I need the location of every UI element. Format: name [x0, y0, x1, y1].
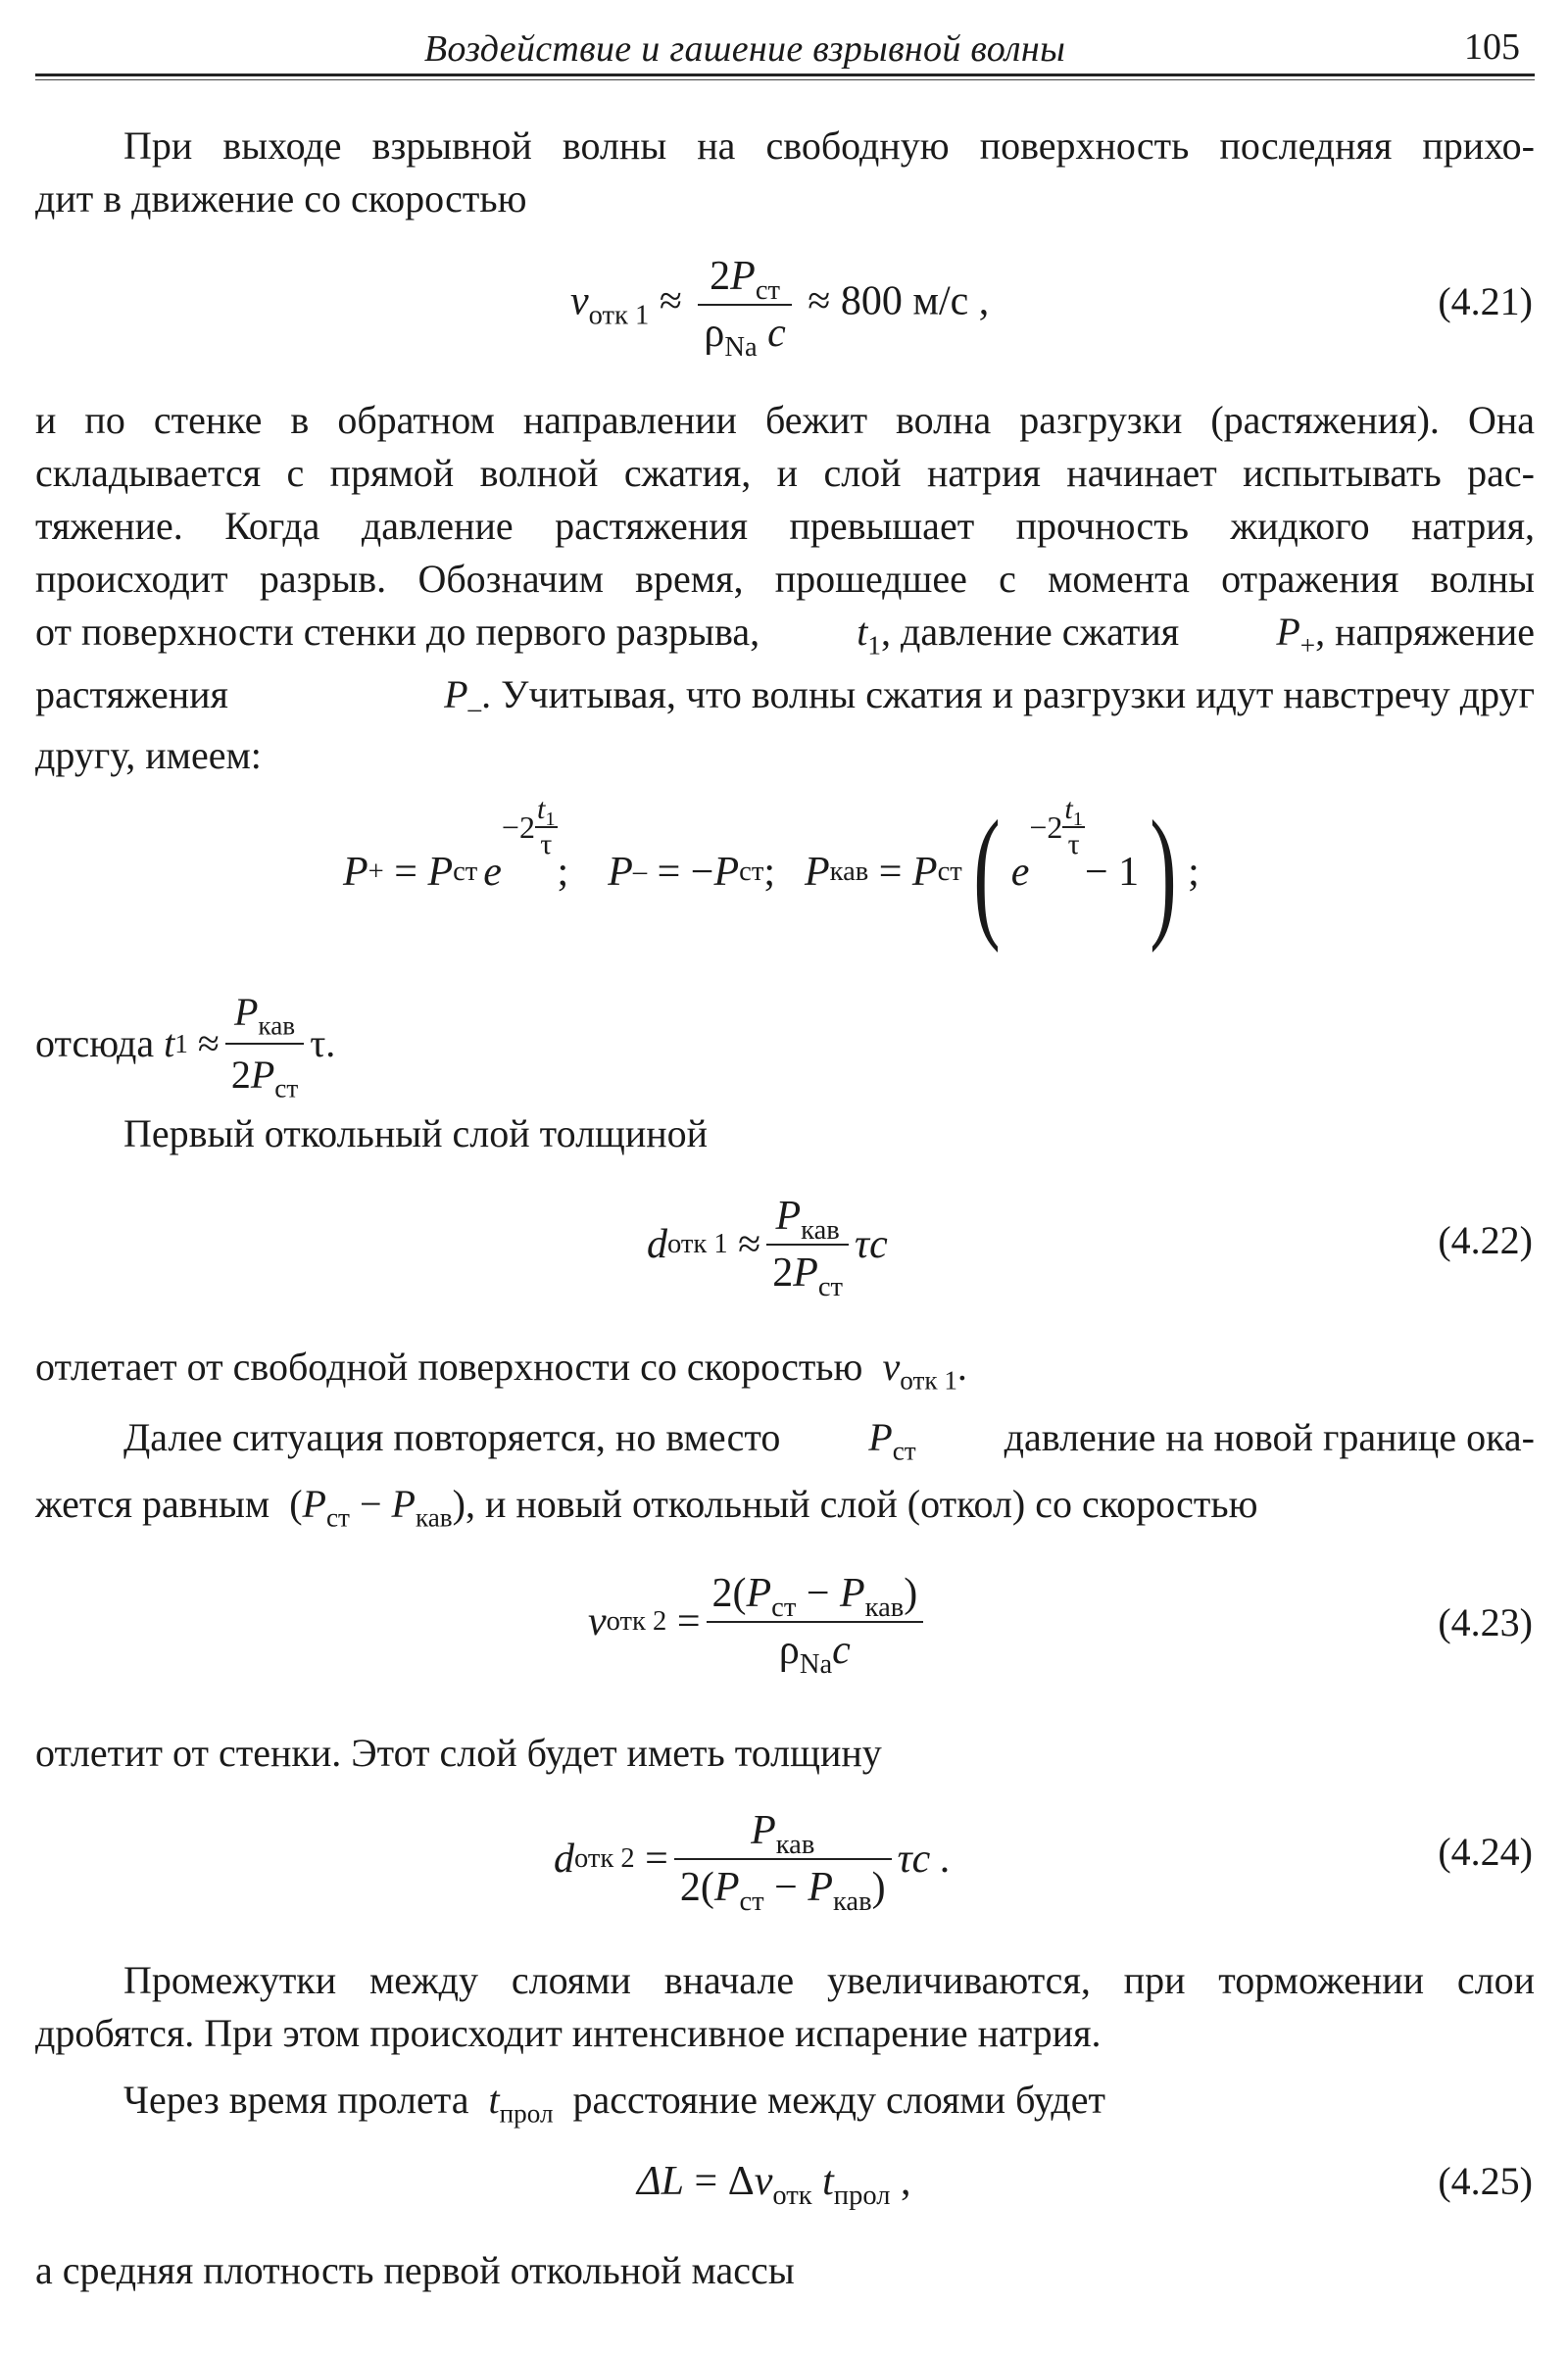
- header-rule-thin: [35, 79, 1535, 80]
- paragraph-5: отлетает от свободной поверхности со скоростью $v_{отк 1}$.: [35, 1345, 967, 1396]
- paragraph-6-line-1: Далее ситуация повторяется, но вместо $P_{ст}$ давление на новой границе ока-: [123, 1415, 1535, 1466]
- paragraph-9: Через время пролета $t_{прол}$ расстояние между слоями будет: [123, 2078, 1105, 2129]
- equation-number-4-25: (4.25): [1438, 2159, 1533, 2203]
- paragraph-10: а средняя плотность первой откольной массы: [35, 2248, 795, 2292]
- equation-number-4-23: (4.23): [1438, 1600, 1533, 1644]
- page-number: 105: [1464, 26, 1520, 68]
- equation-4-23: v отк 2 = $\frac{2(P_{ст} - P_{кав})}{\rho_{Na}c}$: [588, 1558, 929, 1686]
- equation-4-25: $\Delta L = \Delta v_{отк}$ $t_{прол}$ ,: [637, 2159, 911, 2211]
- paragraph-2-line-2: складывается с прямой волной сжатия, и слой натрия начинает испытывать рас-: [35, 451, 1535, 495]
- paragraph-3: отсюда t 1 ≈ $\frac{P_{кав}}{2P_{ст}}$ τ.: [35, 990, 335, 1098]
- paragraph-2-line-3: тяжение. Когда давление растяжения превышает прочность жидкого натрия,: [35, 504, 1535, 548]
- paragraph-2-line-7: другу, имеем:: [35, 733, 262, 777]
- paragraph-1-line-2: дит в движение со скоростью: [35, 176, 527, 221]
- equation-4-22: d отк 1 ≈ $\frac{P_{кав}}{2P_{ст}}$ τc: [647, 1194, 888, 1302]
- running-header-title: Воздействие и гашение взрывной волны: [423, 28, 1066, 70]
- paragraph-4: Первый откольный слой толщиной: [123, 1111, 709, 1155]
- paragraph-2-line-1: и по стенке в обратном направлении бежит волна разгрузки (растяжения). Она: [35, 398, 1535, 442]
- equation-number-4-24: (4.24): [1438, 1830, 1533, 1874]
- paragraph-8-line-2: дробятся. При этом происходит интенсивное испарение натрия.: [35, 2011, 1102, 2055]
- paragraph-2-line-4: происходит разрыв. Обозначим время, прошедшее с момента отражения волны: [35, 557, 1535, 601]
- paragraph-1-line-1: При выходе взрывной волны на свободную поверхность последняя прихо-: [123, 123, 1535, 168]
- equation-number-4-21: (4.21): [1438, 279, 1533, 323]
- paragraph-7: отлетит от стенки. Этот слой будет иметь толщину: [35, 1731, 882, 1775]
- paragraph-8-line-1: Промежутки между слоями вначале увеличиваются, при торможении слои: [123, 1958, 1535, 2002]
- equation-4-21: $v_{отк 1}$ ≈ $\frac{2P_{ст}}{\rho_{Na} c}$ ≈ 800 м/с ,: [570, 254, 990, 363]
- equation-4-24: d отк 2 = $\frac{P_{кав}}{2(P_{ст} - P_{кав})}$ τc .: [554, 1808, 952, 1917]
- header-rule: [35, 74, 1535, 76]
- paragraph-2-line-5: от поверхности стенки до первого разрыва, $t_1$, давление сжатия $P_+$, напряжение: [35, 610, 1535, 661]
- equation-pressure-system: P + = P ст e −2 $\frac{t_1}{\tau}$ ; P – = − P ст ; P кав = P ст ( e −2 $\frac{t_1}{\tau}$ − 1 ) ;: [343, 791, 1200, 954]
- paragraph-2-line-6: растяжения $P_-$. Учитывая, что волны сжатия и разгрузки идут навстречу друг: [35, 672, 1535, 723]
- paragraph-6-line-2: жется равным $(P_{ст} - P_{кав})$, и новый откольный слой (откол) со скоростью: [35, 1482, 1258, 1533]
- equation-number-4-22: (4.22): [1438, 1218, 1533, 1262]
